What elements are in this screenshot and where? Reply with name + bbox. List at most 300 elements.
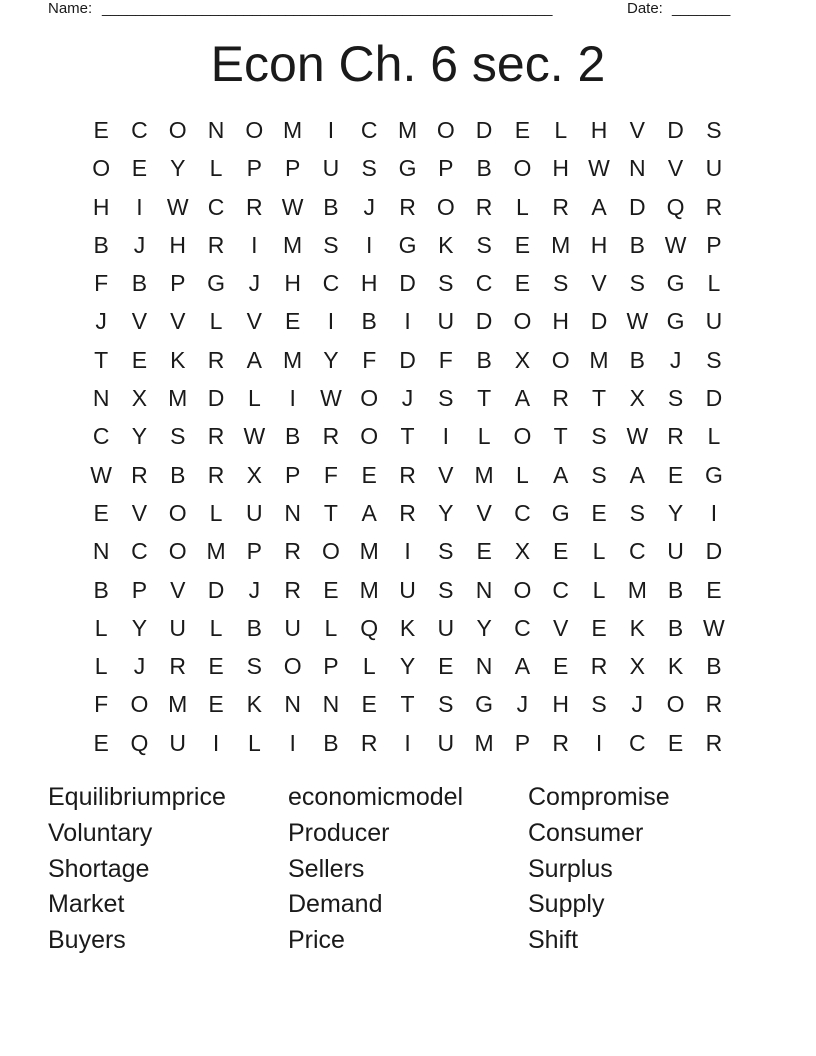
- grid-letter: N: [284, 691, 301, 718]
- grid-letter: K: [667, 653, 684, 680]
- grid-letter: N: [284, 499, 301, 526]
- grid-letter: E: [131, 155, 148, 182]
- word-list-item: Market: [48, 890, 125, 919]
- grid-letter: E: [553, 538, 569, 565]
- grid-letter: O: [513, 423, 532, 450]
- grid-letter: H: [590, 231, 608, 258]
- grid-letter: E: [514, 270, 531, 297]
- grid-letter: G: [704, 461, 723, 488]
- grid-letter: L: [516, 461, 529, 488]
- grid-letter: L: [554, 117, 568, 143]
- grid-letter: U: [284, 614, 301, 641]
- grid-letter: C: [628, 538, 646, 565]
- grid-letter: A: [629, 461, 645, 488]
- grid-letter: M: [168, 691, 188, 718]
- grid-letter: O: [551, 346, 570, 373]
- grid-letter: V: [438, 461, 454, 488]
- grid-letter: B: [706, 653, 722, 680]
- grid-letter: K: [170, 346, 186, 373]
- grid-letter: P: [514, 729, 531, 756]
- grid-letter: O: [168, 499, 187, 526]
- grid-letter: O: [436, 193, 455, 220]
- grid-letter: D: [207, 385, 225, 412]
- word-list-item: Price: [288, 926, 345, 955]
- grid-letter: I: [251, 231, 258, 258]
- grid-letter: R: [705, 691, 723, 718]
- grid-letter: J: [516, 691, 529, 718]
- grid-letter: E: [323, 576, 339, 603]
- grid-letter: E: [93, 117, 109, 143]
- grid-letter: O: [513, 576, 532, 603]
- grid-letter: X: [629, 385, 645, 412]
- grid-row: [82, 456, 733, 494]
- grid-letter: R: [246, 193, 263, 220]
- grid-letter: B: [667, 614, 684, 641]
- grid-letter: X: [629, 653, 645, 680]
- grid-letter: V: [476, 499, 492, 526]
- grid-letter: N: [207, 117, 225, 143]
- word-list-item: Buyers: [48, 926, 126, 955]
- grid-letter: B: [476, 155, 492, 182]
- grid-letter: M: [283, 231, 303, 258]
- grid-letter: R: [207, 423, 225, 450]
- grid-letter: U: [246, 499, 263, 526]
- name-blank-line: ______________________________________________________: [102, 0, 553, 17]
- grid-row: [82, 149, 733, 187]
- grid-letter: I: [212, 729, 220, 756]
- grid-letter: J: [363, 193, 375, 220]
- grid-letter: R: [207, 231, 225, 258]
- grid-letter: L: [209, 155, 223, 182]
- grid-letter: S: [246, 653, 262, 680]
- grid-letter: C: [92, 423, 110, 450]
- grid-letter: D: [667, 117, 684, 143]
- grid-letter: R: [590, 653, 608, 680]
- grid-row: [82, 609, 733, 647]
- grid-letter: R: [360, 729, 378, 756]
- grid-letter: U: [169, 729, 187, 756]
- grid-letter: D: [590, 308, 608, 335]
- grid-letter: K: [399, 614, 416, 641]
- grid-letter: B: [93, 231, 109, 258]
- grid-letter: B: [667, 576, 684, 603]
- grid-letter: O: [513, 155, 532, 182]
- grid-letter: B: [476, 346, 492, 373]
- grid-letter: O: [436, 117, 455, 143]
- grid-letter: S: [706, 117, 722, 143]
- grid-letter: G: [475, 691, 494, 718]
- grid-letter: R: [475, 193, 493, 220]
- grid-letter: W: [281, 193, 304, 220]
- grid-letter: S: [591, 691, 607, 718]
- grid-letter: V: [131, 308, 148, 335]
- grid-letter: N: [475, 653, 493, 680]
- grid-letter: R: [667, 423, 684, 450]
- grid-letter: E: [208, 653, 224, 680]
- grid-row: [82, 724, 733, 762]
- grid-letter: Y: [476, 614, 492, 641]
- word-list-item: economicmodel: [288, 783, 464, 811]
- grid-letter: U: [322, 155, 340, 182]
- grid-letter: M: [397, 117, 418, 143]
- grid-letter: W: [703, 614, 725, 641]
- grid-letter: U: [169, 614, 187, 641]
- grid-letter: J: [631, 691, 644, 718]
- grid-letter: R: [131, 461, 148, 488]
- grid-letter: R: [705, 193, 723, 220]
- date-blank-line: _______: [672, 0, 731, 17]
- grid-letter: W: [626, 308, 649, 335]
- grid-row: [82, 226, 733, 264]
- grid-letter: Y: [323, 346, 339, 373]
- grid-letter: E: [208, 691, 224, 718]
- page-title: Econ Ch. 6 sec. 2: [210, 36, 606, 92]
- grid-letter: M: [168, 385, 188, 412]
- grid-letter: O: [168, 538, 187, 565]
- grid-letter: S: [438, 576, 454, 603]
- grid-letter: Y: [131, 614, 148, 641]
- grid-letter: O: [321, 538, 340, 565]
- grid-letter: O: [360, 385, 379, 412]
- grid-letter: H: [552, 308, 570, 335]
- grid-letter: D: [399, 346, 416, 373]
- grid-letter: E: [706, 576, 722, 603]
- grid-letter: S: [438, 538, 454, 565]
- grid-letter: B: [170, 461, 186, 488]
- grid-row: [82, 532, 733, 570]
- grid-letter: P: [246, 538, 262, 565]
- grid-letter: W: [664, 231, 687, 258]
- grid-letter: X: [131, 385, 148, 412]
- grid-letter: R: [207, 461, 225, 488]
- word-list-item: Sellers: [288, 854, 365, 883]
- grid-letter: U: [705, 308, 723, 335]
- grid-letter: A: [246, 346, 262, 373]
- grid-letter: P: [284, 155, 301, 182]
- grid-letter: S: [629, 270, 645, 297]
- grid-letter: U: [437, 308, 455, 335]
- grid-letter: P: [170, 270, 186, 297]
- grid-letter: N: [628, 155, 646, 182]
- grid-letter: S: [553, 270, 569, 297]
- grid-letter: F: [323, 461, 338, 488]
- grid-letter: R: [552, 385, 570, 412]
- grid-letter: R: [552, 193, 570, 220]
- grid-letter: Q: [130, 729, 149, 756]
- word-list-item: Compromise: [528, 783, 670, 811]
- grid-letter: I: [404, 538, 411, 565]
- grid-letter: E: [553, 653, 569, 680]
- grid-row: [82, 685, 733, 723]
- grid-letter: V: [553, 614, 569, 641]
- grid-letter: T: [553, 423, 568, 450]
- grid-letter: V: [591, 270, 607, 297]
- grid-letter: U: [705, 155, 723, 182]
- grid-letter: T: [400, 423, 415, 450]
- grid-letter: L: [247, 385, 261, 412]
- grid-letter: A: [514, 653, 531, 680]
- grid-letter: L: [516, 193, 529, 220]
- word-list: [48, 780, 768, 959]
- word-list-item: Shift: [528, 926, 579, 955]
- grid-letter: T: [400, 691, 415, 718]
- grid-letter: H: [284, 270, 301, 297]
- grid-letter: I: [366, 231, 373, 258]
- grid-letter: I: [595, 729, 603, 756]
- word-list-item: Surplus: [528, 854, 613, 883]
- grid-letter: E: [667, 729, 684, 756]
- grid-letter: O: [168, 117, 187, 143]
- grid-letter: Y: [438, 499, 454, 526]
- grid-letter: D: [705, 538, 723, 565]
- grid-letter: L: [94, 653, 108, 680]
- grid-letter: M: [551, 231, 571, 258]
- grid-letter: V: [629, 117, 645, 143]
- grid-letter: C: [131, 117, 148, 143]
- grid-letter: P: [131, 576, 148, 603]
- grid-row: [82, 417, 733, 455]
- word-list-item: Shortage: [48, 854, 150, 883]
- grid-letter: H: [552, 155, 570, 182]
- grid-letter: L: [209, 308, 223, 335]
- grid-letter: N: [92, 538, 110, 565]
- grid-letter: G: [666, 308, 685, 335]
- grid-letter: E: [591, 499, 607, 526]
- grid-letter: T: [591, 385, 607, 412]
- grid-row: [82, 494, 733, 532]
- grid-letter: L: [94, 614, 108, 641]
- grid-letter: M: [474, 729, 494, 756]
- grid-letter: C: [628, 729, 646, 756]
- grid-letter: U: [667, 538, 684, 565]
- grid-letter: L: [247, 729, 261, 756]
- grid-letter: U: [399, 576, 416, 603]
- grid-letter: R: [169, 653, 187, 680]
- grid-letter: J: [401, 385, 414, 412]
- grid-letter: R: [207, 346, 225, 373]
- grid-letter: J: [669, 346, 682, 373]
- grid-letter: O: [283, 653, 302, 680]
- grid-letter: B: [629, 346, 645, 373]
- grid-letter: S: [706, 346, 722, 373]
- grid-letter: A: [591, 193, 607, 220]
- grid-letter: E: [284, 308, 301, 335]
- grid-letter: L: [477, 423, 491, 450]
- grid-letter: M: [627, 576, 647, 603]
- grid-letter: K: [246, 691, 262, 718]
- grid-letter: D: [475, 308, 493, 335]
- grid-letter: M: [359, 538, 379, 565]
- grid-letter: W: [166, 193, 189, 220]
- grid-letter: E: [514, 231, 531, 258]
- name-label: Name:: [48, 0, 93, 17]
- grid-letter: I: [289, 729, 296, 756]
- grid-letter: H: [169, 231, 187, 258]
- grid-letter: O: [245, 117, 264, 143]
- grid-row: [82, 111, 733, 149]
- grid-letter: U: [437, 729, 455, 756]
- grid-letter: S: [438, 270, 454, 297]
- grid-letter: B: [323, 729, 339, 756]
- word-list-item: Producer: [288, 818, 390, 847]
- grid-letter: E: [667, 461, 684, 488]
- grid-letter: K: [438, 231, 454, 258]
- grid-letter: R: [399, 193, 416, 220]
- grid-letter: B: [323, 193, 339, 220]
- grid-letter: V: [131, 499, 148, 526]
- grid-letter: Y: [667, 499, 684, 526]
- grid-letter: G: [398, 231, 417, 258]
- grid-letter: L: [324, 614, 338, 641]
- grid-letter: X: [514, 346, 531, 373]
- grid-letter: L: [209, 499, 223, 526]
- grid-letter: I: [327, 308, 335, 335]
- grid-letter: X: [514, 538, 531, 565]
- grid-letter: J: [133, 653, 146, 680]
- grid-letter: W: [626, 423, 649, 450]
- grid-letter: E: [591, 614, 607, 641]
- grid-letter: Q: [666, 193, 685, 220]
- grid-letter: M: [206, 538, 226, 565]
- grid-letter: C: [552, 576, 570, 603]
- grid-letter: J: [248, 270, 261, 297]
- grid-letter: H: [360, 270, 378, 297]
- grid-letter: I: [404, 729, 411, 756]
- word-list-item: Voluntary: [48, 818, 153, 847]
- grid-letter: H: [552, 691, 570, 718]
- grid-letter: Q: [360, 614, 379, 641]
- grid-letter: E: [93, 729, 109, 756]
- grid-letter: J: [133, 231, 146, 258]
- grid-letter: L: [592, 538, 606, 565]
- grid-letter: Y: [131, 423, 148, 450]
- grid-letter: C: [207, 193, 225, 220]
- grid-letter: M: [283, 346, 303, 373]
- grid-letter: T: [323, 499, 338, 526]
- grid-row: [82, 647, 733, 685]
- grid-letter: F: [438, 346, 453, 373]
- grid-letter: K: [629, 614, 645, 641]
- grid-letter: N: [475, 576, 493, 603]
- grid-letter: V: [246, 308, 262, 335]
- grid-letter: B: [361, 308, 377, 335]
- grid-letter: I: [442, 423, 450, 450]
- grid-letter: W: [588, 155, 610, 182]
- grid-letter: C: [360, 117, 378, 143]
- grid-letter: L: [707, 423, 721, 450]
- grid-letter: G: [398, 155, 417, 182]
- grid-row: [82, 188, 733, 226]
- grid-letter: B: [246, 614, 262, 641]
- grid-letter: U: [437, 614, 455, 641]
- grid-letter: S: [323, 231, 339, 258]
- grid-letter: S: [170, 423, 186, 450]
- grid-letter: R: [399, 499, 416, 526]
- grid-letter: E: [361, 691, 377, 718]
- grid-letter: C: [322, 270, 340, 297]
- grid-letter: I: [289, 385, 296, 412]
- grid-row: [82, 264, 733, 302]
- grid-letter: P: [246, 155, 262, 182]
- grid-letter: I: [404, 308, 411, 335]
- grid-row: [82, 379, 733, 417]
- grid-letter: R: [705, 729, 723, 756]
- grid-letter: Y: [170, 155, 186, 182]
- grid-letter: C: [514, 614, 531, 641]
- grid-letter: H: [590, 117, 608, 143]
- grid-letter: W: [320, 385, 342, 412]
- grid-letter: P: [284, 461, 301, 488]
- grid-row: [82, 341, 733, 379]
- grid-letter: T: [94, 346, 109, 373]
- grid-letter: T: [477, 385, 492, 412]
- word-list-item: Equilibriumprice: [48, 783, 226, 811]
- grid-letter: R: [552, 729, 570, 756]
- grid-letter: P: [323, 653, 339, 680]
- grid-letter: D: [475, 117, 493, 143]
- grid-letter: J: [95, 308, 107, 335]
- grid-letter: L: [592, 576, 606, 603]
- grid-letter: F: [94, 270, 109, 297]
- grid-letter: R: [399, 461, 416, 488]
- grid-letter: S: [591, 423, 607, 450]
- grid-letter: V: [170, 576, 186, 603]
- grid-letter: V: [170, 308, 186, 335]
- grid-letter: E: [438, 653, 454, 680]
- header-line: [48, 0, 748, 20]
- grid-letter: C: [475, 270, 493, 297]
- grid-letter: G: [666, 270, 685, 297]
- grid-letter: S: [438, 691, 454, 718]
- grid-letter: O: [360, 423, 379, 450]
- grid-row: [82, 302, 733, 340]
- grid-letter: B: [284, 423, 301, 450]
- grid-letter: H: [92, 193, 110, 220]
- grid-letter: V: [667, 155, 684, 182]
- grid-letter: X: [246, 461, 262, 488]
- word-list-item: Demand: [288, 890, 383, 919]
- grid-letter: D: [207, 576, 225, 603]
- grid-letter: L: [209, 614, 223, 641]
- grid-letter: G: [207, 270, 225, 297]
- grid-letter: E: [514, 117, 531, 143]
- grid-letter: R: [284, 576, 301, 603]
- grid-letter: J: [248, 576, 261, 603]
- grid-letter: A: [361, 499, 377, 526]
- grid-letter: F: [94, 691, 109, 718]
- grid-letter: I: [136, 193, 143, 220]
- grid-letter: S: [476, 231, 492, 258]
- grid-letter: S: [629, 499, 645, 526]
- grid-letter: E: [93, 499, 109, 526]
- grid-letter: D: [399, 270, 416, 297]
- grid-letter: I: [327, 117, 335, 143]
- grid-letter: P: [706, 231, 722, 258]
- grid-letter: O: [130, 691, 149, 718]
- grid-row: [82, 571, 733, 609]
- grid-letter: E: [131, 346, 148, 373]
- grid-letter: M: [359, 576, 379, 603]
- grid-letter: M: [283, 117, 303, 143]
- grid-letter: S: [591, 461, 607, 488]
- grid-letter: P: [438, 155, 454, 182]
- grid-letter: C: [514, 499, 531, 526]
- grid-letter: B: [93, 576, 109, 603]
- grid-letter: M: [589, 346, 609, 373]
- date-label: Date:: [627, 0, 663, 17]
- grid-letter: C: [131, 538, 148, 565]
- word-list-item: Supply: [528, 890, 605, 919]
